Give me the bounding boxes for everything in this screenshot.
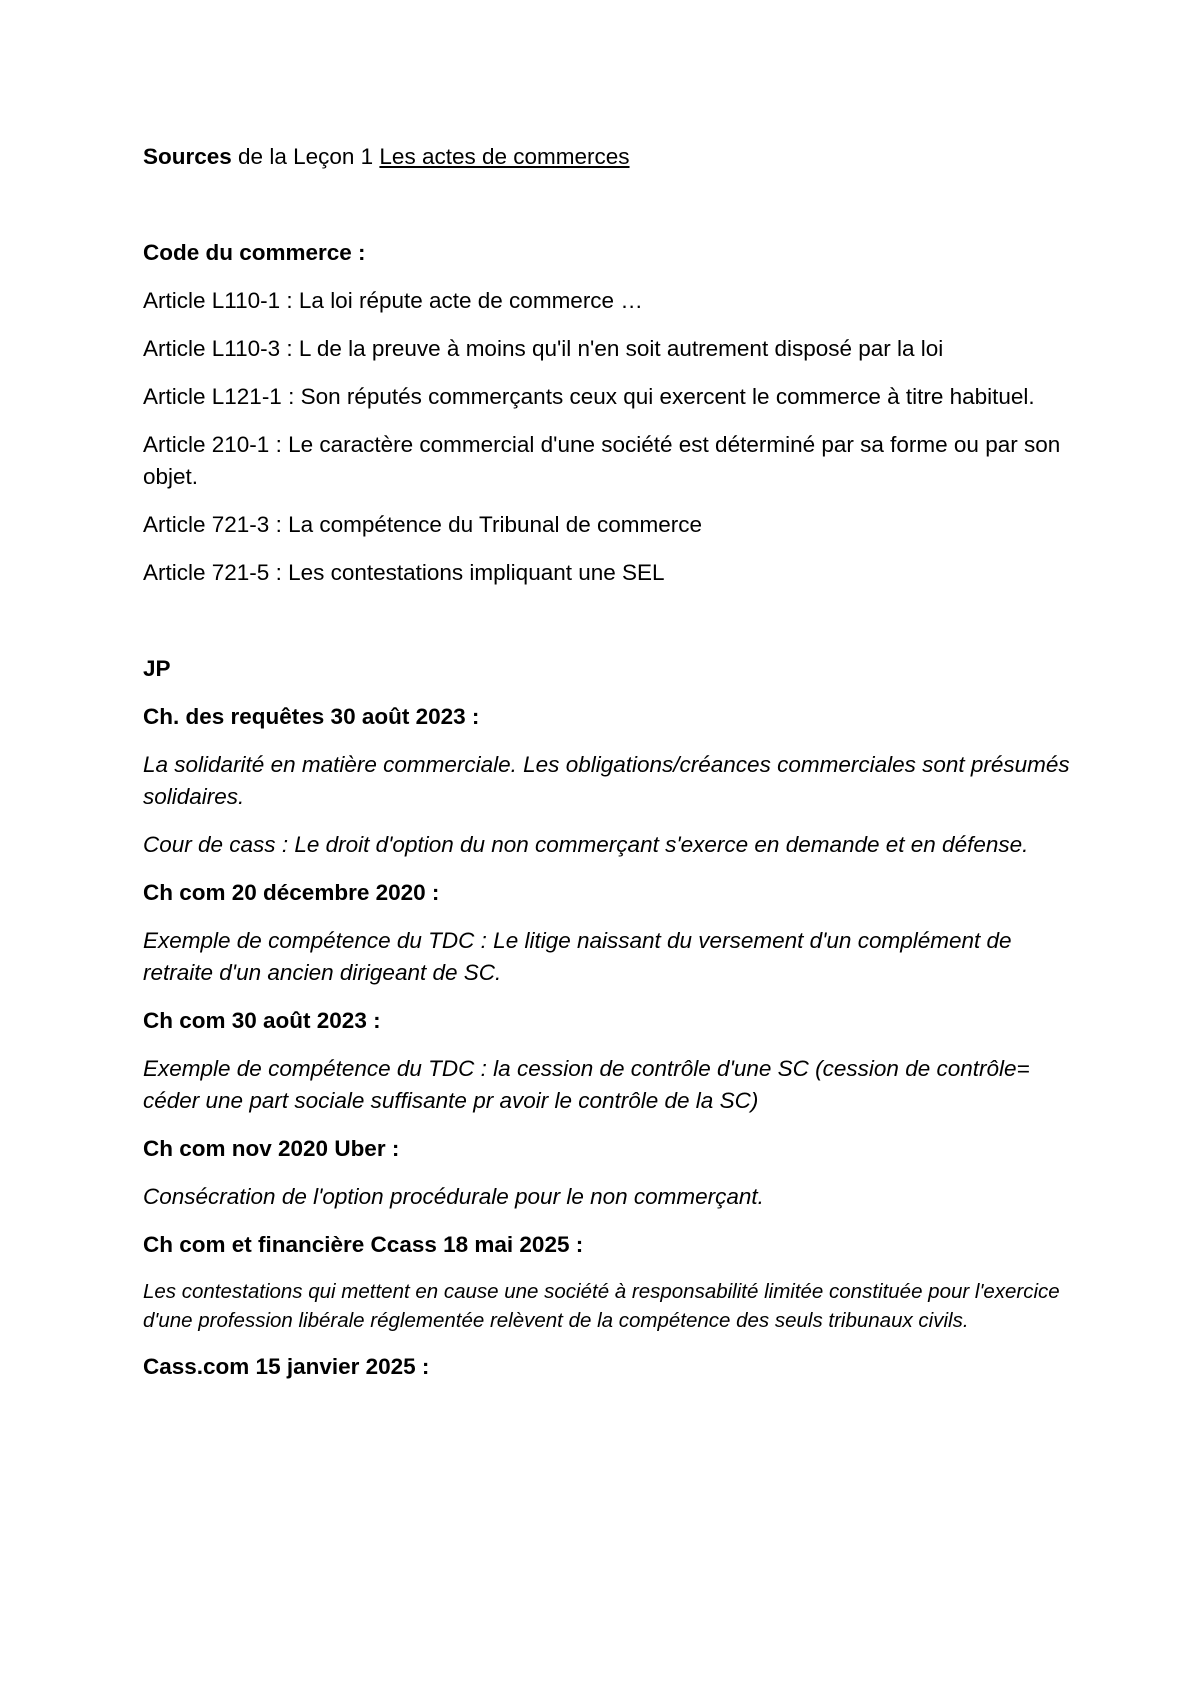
jp-body: : Le droit d'option du non commerçant s'exerce en demande et en défense. bbox=[275, 832, 1029, 857]
jp-paragraph bbox=[143, 829, 1080, 861]
title-sources-label: Sources bbox=[143, 144, 232, 169]
article-ref: Article 721-3 bbox=[143, 512, 270, 537]
article-ref: Article L110-3 bbox=[143, 336, 281, 361]
article-item bbox=[143, 557, 1080, 589]
jp-heading-cass-janvier-2025: Cass.com 15 janvier 2025 : bbox=[143, 1354, 430, 1379]
article-text: : La loi répute acte de commerce … bbox=[280, 288, 643, 313]
article-item bbox=[143, 509, 1080, 541]
jp-heading-com-dec-2020: Ch com 20 décembre 2020 : bbox=[143, 880, 440, 905]
jp-heading-com-aout-2023: Ch com 30 août 2023 : bbox=[143, 1008, 381, 1033]
article-ref: Article 721-5 bbox=[143, 560, 270, 585]
document-title bbox=[143, 141, 1080, 173]
article-item bbox=[143, 285, 1080, 317]
article-text: : La compétence du Tribunal de commerce bbox=[269, 512, 703, 537]
jp-paragraph bbox=[143, 925, 1080, 989]
jp-lead: Exemple de compétence du TDC bbox=[143, 1056, 475, 1081]
jp-lead: Exemple de compétence du TDC bbox=[143, 928, 475, 953]
jp-paragraph bbox=[143, 1053, 1080, 1117]
article-item bbox=[143, 333, 1080, 365]
jp-body: : Le litige naissant du versement d'un complément de retraite d'un ancien dirigeant de SC. bbox=[143, 928, 1012, 985]
article-item bbox=[143, 429, 1080, 493]
article-ref: Article L121-1 bbox=[143, 384, 282, 409]
article-text: : Son réputés commerçants ceux qui exercent le commerce à titre habituel. bbox=[281, 384, 1035, 409]
jp-heading-ccass-mai-2025: Ch com et financière Ccass 18 mai 2025 : bbox=[143, 1232, 584, 1257]
title-middle: de la Leçon 1 bbox=[231, 144, 380, 169]
article-ref: Article L110-1 bbox=[143, 288, 281, 313]
jp-heading-requetes: Ch. des requêtes 30 août 2023 : bbox=[143, 704, 480, 729]
title-underlined: Les actes de commerces bbox=[379, 144, 630, 169]
article-text: : L de la preuve à moins qu'il n'en soit autrement disposé par la loi bbox=[280, 336, 944, 361]
article-text: : Le caractère commercial d'une société est déterminé par sa forme ou par son objet. bbox=[143, 432, 1061, 489]
article-item bbox=[143, 381, 1080, 413]
jp-heading-uber: Ch com nov 2020 Uber : bbox=[143, 1136, 400, 1161]
jp-paragraph: Les contestations qui mettent en cause une société à responsabilité limitée constituée pour l'exercice d'une profession libérale réglementée relèvent de la compétence des seuls tribunaux civils. bbox=[143, 1280, 1060, 1332]
jp-heading: JP bbox=[143, 656, 171, 681]
jp-paragraph: Consécration de l'option procédurale pour le non commerçant. bbox=[143, 1184, 764, 1209]
code-heading: Code du commerce : bbox=[143, 240, 366, 265]
jp-paragraph: La solidarité en matière commerciale. Les obligations/créances commerciales sont présumés solidaires. bbox=[143, 752, 1070, 809]
jp-lead: Cour de cass bbox=[143, 832, 276, 857]
jp-body: : la cession de contrôle d'une SC (cession de contrôle= céder une part sociale suffisante pr avoir le contrôle de la SC) bbox=[143, 1056, 1030, 1113]
article-ref: Article 210-1 bbox=[143, 432, 270, 457]
article-text: : Les contestations impliquant une SEL bbox=[269, 560, 665, 585]
